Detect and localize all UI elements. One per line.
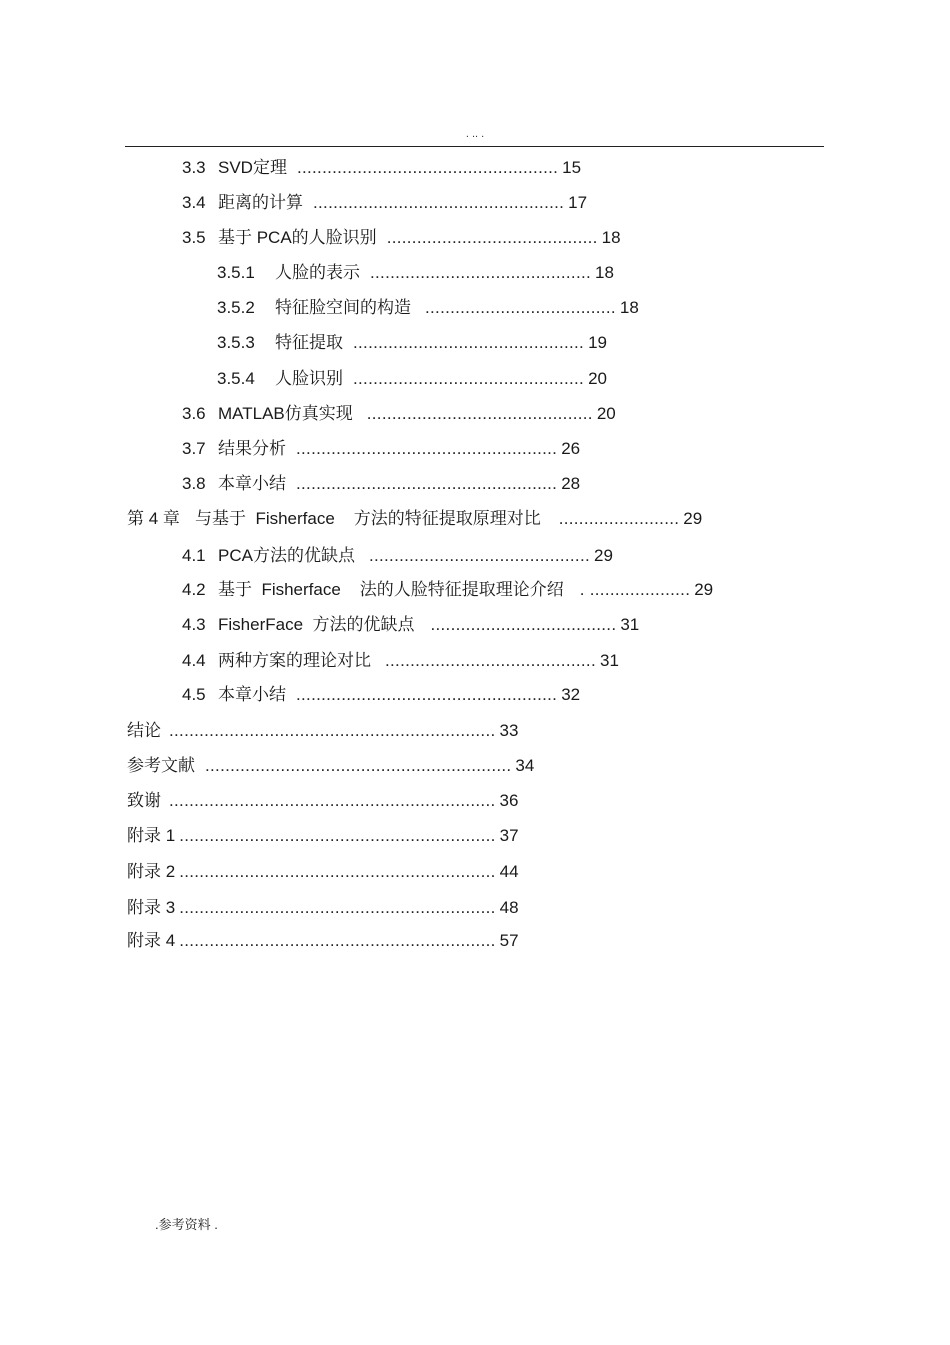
- toc-leader: ...............................................................: [179, 898, 496, 917]
- toc-entry-acknowledgements[interactable]: [0, 791, 518, 811]
- toc-entry-3-5-1[interactable]: [0, 263, 614, 283]
- toc-page: 15: [562, 158, 582, 177]
- toc-page: 36: [499, 791, 519, 810]
- toc-leader: .................................................................: [169, 791, 496, 810]
- toc-entry-3-7[interactable]: [0, 439, 580, 459]
- toc-number: 4.5: [182, 685, 206, 704]
- toc-entry-3-5[interactable]: [0, 228, 621, 248]
- toc-title: 人脸的表示: [275, 263, 360, 282]
- toc-leader: .................................................................: [169, 721, 496, 740]
- toc-page: 31: [620, 615, 640, 634]
- toc-number: 3.5.1: [217, 263, 255, 282]
- toc-title: MATLAB仿真实现: [218, 404, 353, 423]
- toc-title: FisherFace 方法的优缺点: [218, 615, 415, 634]
- toc-leader: ...............................................................: [179, 931, 496, 950]
- toc-page: 18: [619, 298, 639, 317]
- toc-number: 3.8: [182, 474, 206, 493]
- toc-page: 29: [694, 580, 714, 599]
- toc-title: 基于 PCA的人脸识别: [218, 228, 377, 247]
- toc-leader: ..................................................: [313, 193, 565, 212]
- toc-leader: ....................................................: [296, 158, 559, 177]
- toc-title: 结论: [127, 721, 161, 740]
- toc-leader: ......................................: [425, 298, 616, 317]
- toc-number: 第 4 章: [127, 509, 180, 528]
- toc-entry-4-4[interactable]: [0, 651, 619, 671]
- toc-leader: ..........................................: [385, 651, 596, 670]
- toc-leader: ............................................: [368, 546, 590, 565]
- toc-title: 与基于 Fisherface 方法的特征提取原理对比: [195, 509, 541, 528]
- toc-leader: ........................: [558, 509, 680, 528]
- toc-entry-3-3[interactable]: [0, 158, 581, 178]
- toc-number: 3.5: [182, 228, 206, 247]
- toc-title: 附录 4: [127, 931, 176, 950]
- toc-page: 20: [588, 369, 607, 388]
- toc-entry-references[interactable]: [0, 756, 534, 776]
- toc-title: SVD定理: [218, 158, 287, 177]
- toc-number: 3.5.3: [217, 333, 255, 352]
- toc-number: 4.1: [182, 546, 206, 565]
- toc-page: 26: [561, 439, 581, 458]
- toc-number: 3.4: [182, 193, 206, 212]
- toc-title: 附录 3: [127, 898, 176, 917]
- toc-number: 3.3: [182, 158, 206, 177]
- toc-page: 33: [499, 721, 519, 740]
- toc-entry-appendix-3[interactable]: [0, 898, 519, 918]
- toc-number: 4.3: [182, 615, 206, 634]
- toc-entry-3-8[interactable]: [0, 474, 580, 494]
- toc-number: 3.5.4: [217, 369, 255, 388]
- toc-entry-appendix-4[interactable]: [0, 931, 519, 951]
- toc-leader: . ....................: [579, 580, 691, 599]
- toc-entry-chapter-4[interactable]: [0, 509, 702, 529]
- toc-title: 附录 2: [127, 862, 176, 881]
- toc-page: 32: [561, 685, 581, 704]
- toc-leader: ..............................................: [353, 369, 585, 388]
- toc-number: 3.7: [182, 439, 206, 458]
- toc-title: 距离的计算: [218, 193, 303, 212]
- toc-page: 18: [595, 263, 614, 282]
- toc-entry-3-5-4[interactable]: [0, 369, 607, 389]
- toc-entry-3-5-2[interactable]: [0, 298, 639, 318]
- toc-entry-appendix-2[interactable]: [0, 862, 519, 882]
- toc-title: 本章小结: [218, 474, 286, 493]
- toc-entry-4-1[interactable]: [0, 546, 613, 566]
- toc-leader: ..........................................: [386, 228, 598, 247]
- toc-entry-conclusion[interactable]: [0, 721, 518, 741]
- toc-page: 37: [499, 826, 519, 845]
- toc-title: 参考文献: [127, 756, 195, 775]
- toc-page: 28: [561, 474, 581, 493]
- toc-page: 34: [515, 756, 535, 775]
- toc-leader: .....................................: [430, 615, 617, 634]
- toc-title: 结果分析: [218, 439, 286, 458]
- toc-page: 29: [594, 546, 613, 565]
- toc-page: 20: [596, 404, 616, 423]
- toc-title: PCA方法的优缺点: [218, 546, 355, 565]
- toc-entry-4-3[interactable]: [0, 615, 639, 635]
- toc-number: 3.6: [182, 404, 206, 423]
- toc-leader: .............................................................: [205, 756, 512, 775]
- footer-note: .参考资料 .: [155, 1217, 218, 1232]
- toc-leader: ...............................................................: [179, 826, 496, 845]
- toc-leader: ............................................: [370, 263, 592, 282]
- toc-entry-3-5-3[interactable]: [0, 333, 607, 353]
- toc-entry-4-5[interactable]: [0, 685, 580, 705]
- toc-leader: ....................................................: [296, 685, 558, 704]
- toc-number: 3.5.2: [217, 298, 255, 317]
- toc-page: 48: [499, 898, 519, 917]
- toc-number: 4.4: [182, 651, 206, 670]
- toc-leader: ...............................................................: [179, 862, 496, 881]
- toc-number: 4.2: [182, 580, 206, 599]
- toc-leader: .............................................: [366, 404, 593, 423]
- header-mark: . .. .: [465, 128, 485, 140]
- toc-entry-appendix-1[interactable]: [0, 826, 519, 846]
- toc-title: 附录 1: [127, 826, 176, 845]
- toc-entry-3-4[interactable]: [0, 193, 587, 213]
- toc-page: 31: [599, 651, 619, 670]
- toc-title: 本章小结: [218, 685, 286, 704]
- toc-entry-3-6[interactable]: [0, 404, 616, 424]
- toc-page: 44: [499, 862, 519, 881]
- toc-leader: ....................................................: [296, 439, 558, 458]
- toc-title: 两种方案的理论对比: [218, 651, 371, 670]
- toc-page: 29: [683, 509, 703, 528]
- toc-page: 57: [499, 931, 519, 950]
- toc-title: 人脸识别: [275, 369, 343, 388]
- toc-leader: ....................................................: [296, 474, 558, 493]
- toc-title: 特征脸空间的构造: [275, 298, 411, 317]
- toc-leader: ..............................................: [353, 333, 585, 352]
- toc-title: 特征提取: [275, 333, 343, 352]
- toc-entry-4-2[interactable]: [0, 580, 713, 600]
- toc-page: 17: [568, 193, 588, 212]
- toc-title: 致谢: [127, 791, 161, 810]
- toc-title: 基于 Fisherface 法的人脸特征提取理论介绍: [218, 580, 564, 599]
- toc-page: 19: [588, 333, 607, 352]
- toc-page: 18: [601, 228, 621, 247]
